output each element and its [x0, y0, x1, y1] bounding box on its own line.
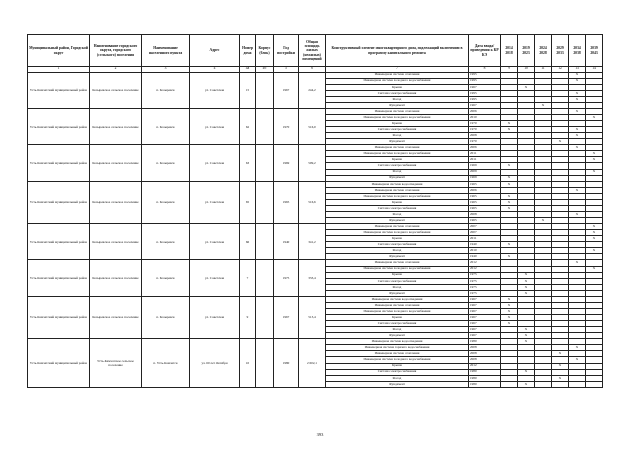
address-cell: ул. Советская — [190, 72, 240, 108]
header-cell: Адрес — [190, 35, 240, 67]
period-cell — [501, 381, 518, 387]
date-cell: 2007 — [469, 230, 501, 236]
area-cell: 2 602,1 — [299, 339, 326, 388]
date-cell: 1980 — [469, 381, 501, 387]
district-cell: Усть-Камчатский муниципальный район — [28, 339, 90, 388]
column-number: 13 — [569, 67, 586, 73]
mark-x: X — [575, 96, 579, 101]
header-cell: 2019 2023 — [518, 35, 535, 67]
mark-x: X — [575, 108, 579, 113]
column-number: 7 — [326, 67, 469, 73]
settlement-cell: Козыревское сельское поселение — [90, 145, 142, 181]
area-cell: 509,2 — [299, 145, 326, 181]
address-cell: ул. Советская — [190, 224, 240, 260]
area-cell: 516,6 — [299, 181, 326, 223]
element-cell: Инженерная система водоотведения — [326, 339, 469, 345]
element-cell: Крыша — [326, 84, 469, 90]
area-cell: 341,2 — [299, 224, 326, 260]
date-cell: 1975 — [469, 278, 501, 284]
date-cell: 2007 — [469, 224, 501, 230]
mark-x: X — [524, 84, 528, 89]
date-cell: 1967 — [469, 84, 501, 90]
block-cell — [256, 296, 274, 338]
mark-x: X — [541, 102, 545, 107]
element-cell: Фасад — [326, 133, 469, 139]
mark-x: X — [592, 157, 596, 162]
period-cell — [586, 381, 603, 387]
mark-x: X — [507, 126, 511, 131]
header-cell: 2029 2033 — [552, 35, 569, 67]
house-number-cell: 7 — [240, 260, 256, 296]
locality-cell: п. Козыревск — [142, 260, 190, 296]
mark-x: X — [575, 126, 579, 131]
district-cell: Усть-Камчатский муниципальный район — [28, 108, 90, 144]
column-number: 9 — [501, 67, 518, 73]
mark-x: X — [524, 272, 528, 277]
house-number-cell: 9 — [240, 296, 256, 338]
settlement-cell: Козыревское сельское поселение — [90, 296, 142, 338]
date-cell: 1967 — [469, 321, 501, 327]
date-cell: 1969 — [469, 163, 501, 169]
house-number-cell: 66 — [240, 224, 256, 260]
district-cell: Усть-Камчатский муниципальный район — [28, 260, 90, 296]
element-cell: Фасад — [326, 96, 469, 102]
element-cell: Крыша — [326, 315, 469, 321]
header-cell: Конструктивный элемент многоквартирного дома, подлежащий включению в программу капитального ремонта — [326, 35, 469, 67]
header-cell: Наименование населенного пункта — [142, 35, 190, 67]
element-cell: Фундамент — [326, 290, 469, 296]
element-cell: Инженерная система холодного водоснабжения — [326, 266, 469, 272]
mark-x: X — [507, 193, 511, 198]
mark-x: X — [524, 284, 528, 289]
date-cell: 2008 — [469, 351, 501, 357]
address-cell: ул. Советская — [190, 181, 240, 223]
date-cell: 2010 — [469, 114, 501, 120]
date-cell: 1965 — [469, 181, 501, 187]
date-cell: 2011 — [469, 236, 501, 242]
column-number: 5 — [274, 67, 299, 73]
element-cell: Инженерная система холодного водоснабжения — [326, 114, 469, 120]
element-cell: Фундамент — [326, 333, 469, 339]
build-year-cell: 1967 — [274, 72, 299, 108]
header-cell: 2039 2043 — [586, 35, 603, 67]
element-cell: Крыша — [326, 199, 469, 205]
date-cell: 1940 — [469, 242, 501, 248]
mark-x: X — [575, 260, 579, 265]
header-cell: Год постройки — [274, 35, 299, 67]
area-cell: 513,4 — [299, 296, 326, 338]
column-number: 11 — [535, 67, 552, 73]
date-cell: 2006 — [469, 145, 501, 151]
header-cell: Номер дома — [240, 35, 256, 67]
column-number: 1 — [28, 67, 90, 73]
mark-x: X — [575, 345, 579, 350]
date-cell: 2008 — [469, 133, 501, 139]
locality-cell: п. Козыревск — [142, 72, 190, 108]
district-cell: Усть-Камчатский муниципальный район — [28, 181, 90, 223]
build-year-cell: 1965 — [274, 181, 299, 223]
date-cell: 1970 — [469, 121, 501, 127]
date-cell: 1980 — [469, 339, 501, 345]
mark-x: X — [575, 357, 579, 362]
element-cell: Крыша — [326, 272, 469, 278]
element-cell: Система электроснабжения — [326, 278, 469, 284]
element-cell: Инженерная система отопления — [326, 302, 469, 308]
element-cell: Инженерная система холодного водоснабжения — [326, 308, 469, 314]
house-number-cell: 63 — [240, 145, 256, 181]
date-cell: 2011 — [469, 157, 501, 163]
date-cell: 2008 — [469, 345, 501, 351]
header-cell: Корпус (блок) — [256, 35, 274, 67]
mark-x: X — [507, 120, 511, 125]
mark-x: X — [575, 145, 579, 150]
area-cell: 333,4 — [299, 260, 326, 296]
mark-x: X — [592, 169, 596, 174]
date-cell: 1980 — [469, 369, 501, 375]
block-cell — [256, 181, 274, 223]
locality-cell: п. Козыревск — [142, 296, 190, 338]
build-year-cell: 1967 — [274, 296, 299, 338]
locality-cell: п. Усть-Камчатск — [142, 339, 190, 388]
block-cell — [256, 145, 274, 181]
column-number: 4б — [256, 67, 274, 73]
capital-repair-table — [27, 34, 603, 388]
element-cell: Система электроснабжения — [326, 242, 469, 248]
block-cell — [256, 339, 274, 388]
address-cell: ул. Советская — [190, 296, 240, 338]
header-cell: Общая площадь жилых (нежилых) помещений — [299, 35, 326, 67]
build-year-cell: 1969 — [274, 145, 299, 181]
settlement-cell: Усть-Камчатское сельское поселение — [90, 339, 142, 388]
element-cell: Инженерная система отопления — [326, 224, 469, 230]
column-number: 10 — [518, 67, 535, 73]
mark-x: X — [575, 72, 579, 77]
settlement-cell: Козыревское сельское поселение — [90, 224, 142, 260]
column-number: 4 — [190, 67, 240, 73]
date-cell: 1995 — [469, 90, 501, 96]
mark-x: X — [541, 217, 545, 222]
settlement-cell: Козыревское сельское поселение — [90, 260, 142, 296]
table-header-row — [28, 35, 603, 67]
element-cell: Инженерная система холодного водоснабжения — [326, 193, 469, 199]
element-cell: Инженерная система отопления — [326, 145, 469, 151]
date-cell: 1980 — [469, 375, 501, 381]
build-year-cell: 1940 — [274, 224, 299, 260]
element-cell: Фасад — [326, 169, 469, 175]
mark-x: X — [507, 163, 511, 168]
mark-x: X — [592, 223, 596, 228]
date-cell: 1967 — [469, 102, 501, 108]
date-cell: 2012 — [469, 363, 501, 369]
header-cell: 2034 2038 — [569, 35, 586, 67]
element-cell: Система электроснабжения — [326, 205, 469, 211]
area-cell: 244,2 — [299, 72, 326, 108]
element-cell: Фасад — [326, 327, 469, 333]
element-cell: Система электроснабжения — [326, 321, 469, 327]
date-cell: 1940 — [469, 254, 501, 260]
district-cell: Усть-Камчатский муниципальный район — [28, 145, 90, 181]
district-cell: Усть-Камчатский муниципальный район — [28, 224, 90, 260]
date-cell: 2008 — [469, 357, 501, 363]
build-year-cell: 1975 — [274, 260, 299, 296]
date-cell: 1965 — [469, 205, 501, 211]
mark-x: X — [558, 351, 562, 356]
element-cell: Инженерная система водоотведения — [326, 181, 469, 187]
block-cell — [256, 108, 274, 144]
header-cell: Дата ввода/проведения к КР КЭ — [469, 35, 501, 67]
date-cell: 1967 — [469, 327, 501, 333]
header-cell: Муниципальный район, Городской округ — [28, 35, 90, 67]
column-number: 4а — [240, 67, 256, 73]
date-cell: 2009 — [469, 169, 501, 175]
mark-x: X — [507, 308, 511, 313]
date-cell: 1995 — [469, 78, 501, 84]
element-cell: Инженерная система отопления — [326, 72, 469, 78]
block-cell — [256, 72, 274, 108]
column-number: 3 — [142, 67, 190, 73]
locality-cell: п. Козыревск — [142, 108, 190, 144]
element-cell: Фундамент — [326, 381, 469, 387]
date-cell: 2006 — [469, 187, 501, 193]
element-cell: Фасад — [326, 211, 469, 217]
element-cell: Фундамент — [326, 254, 469, 260]
date-cell: 1975 — [469, 284, 501, 290]
element-cell: Фасад — [326, 375, 469, 381]
mark-x: X — [507, 302, 511, 307]
house-number-cell: 65 — [240, 181, 256, 223]
element-cell: Фундамент — [326, 139, 469, 145]
mark-x: X — [592, 266, 596, 271]
date-cell: 2008 — [469, 211, 501, 217]
period-cell — [552, 381, 569, 387]
element-cell: Инженерная система отопления — [326, 187, 469, 193]
element-cell: Фасад — [326, 248, 469, 254]
element-cell: Инженерная система холодного водоснабжения — [326, 230, 469, 236]
date-cell: 1967 — [469, 315, 501, 321]
date-cell: 1965 — [469, 199, 501, 205]
build-year-cell: 1970 — [274, 108, 299, 144]
build-year-cell: 1980 — [274, 339, 299, 388]
mark-x: X — [592, 114, 596, 119]
mark-x: X — [524, 290, 528, 295]
mark-x: X — [507, 254, 511, 259]
mark-x: X — [507, 205, 511, 210]
element-cell: Инженерная система горячего водоснабжения — [326, 345, 469, 351]
date-cell: 1970 — [469, 127, 501, 133]
district-cell: Усть-Камчатский муниципальный район — [28, 296, 90, 338]
mark-x: X — [507, 320, 511, 325]
mark-x: X — [524, 381, 528, 386]
mark-x: X — [575, 133, 579, 137]
settlement-cell: Козыревское сельское поселение — [90, 72, 142, 108]
element-cell: Крыша — [326, 236, 469, 242]
column-number: 14 — [586, 67, 603, 73]
date-cell: 1995 — [469, 72, 501, 78]
mark-x: X — [575, 211, 579, 216]
mark-x: X — [507, 181, 511, 186]
locality-cell: п. Козыревск — [142, 145, 190, 181]
mark-x: X — [558, 363, 562, 368]
mark-x: X — [524, 327, 528, 331]
element-cell: Фундамент — [326, 102, 469, 108]
mark-x: X — [592, 248, 596, 253]
element-cell: Инженерная система холодного водоснабжения — [326, 151, 469, 157]
element-cell: Крыша — [326, 157, 469, 163]
block-cell — [256, 260, 274, 296]
mark-x: X — [507, 199, 511, 204]
date-cell: 1970 — [469, 139, 501, 145]
house-number-cell: 10 — [240, 339, 256, 388]
header-cell: 2014 2018 — [501, 35, 518, 67]
mark-x: X — [507, 296, 511, 301]
locality-cell: п. Козыревск — [142, 181, 190, 223]
header-cell: Наименование городского округа, городского (сельского) поселения — [90, 35, 142, 67]
mark-x: X — [558, 139, 562, 144]
element-cell: Система электроснабжения — [326, 163, 469, 169]
mark-x: X — [575, 187, 579, 192]
element-cell: Крыша — [326, 363, 469, 369]
date-cell: 1967 — [469, 308, 501, 314]
date-cell: 1967 — [469, 302, 501, 308]
element-cell: Инженерная система холодного водоснабжения — [326, 78, 469, 84]
element-cell: Система электроснабжения — [326, 90, 469, 96]
date-cell: 1975 — [469, 272, 501, 278]
settlement-cell: Козыревское сельское поселение — [90, 181, 142, 223]
address-cell: ул. Советская — [190, 145, 240, 181]
mark-x: X — [507, 314, 511, 319]
block-cell — [256, 224, 274, 260]
date-cell: 2012 — [469, 260, 501, 266]
address-cell: ул. Советская — [190, 260, 240, 296]
date-cell: 1967 — [469, 296, 501, 302]
mark-x: X — [524, 339, 528, 344]
element-cell: Фундамент — [326, 218, 469, 224]
house-number-cell: 15 — [240, 72, 256, 108]
address-cell: ул. Советская — [190, 108, 240, 144]
house-number-cell: 62 — [240, 108, 256, 144]
date-cell: 1965 — [469, 193, 501, 199]
table-body — [28, 72, 603, 387]
element-cell: Инженерная система водоотведения — [326, 296, 469, 302]
element-cell: Система электроснабжения — [326, 127, 469, 133]
column-number: 6 — [299, 67, 326, 73]
district-cell: Усть-Камчатский муниципальный район — [28, 72, 90, 108]
element-cell: Инженерная система отопления — [326, 351, 469, 357]
mark-x: X — [592, 236, 596, 241]
settlement-cell: Козыревское сельское поселение — [90, 108, 142, 144]
address-cell: ул. 60 лет Октября — [190, 339, 240, 388]
mark-x: X — [592, 230, 596, 234]
period-cell — [518, 381, 535, 387]
mark-x: X — [575, 78, 579, 83]
mark-x: X — [524, 369, 528, 374]
element-cell: Крыша — [326, 121, 469, 127]
element-cell: Инженерная система отопления — [326, 260, 469, 266]
element-cell: Система электроснабжения — [326, 369, 469, 375]
period-cell — [569, 381, 586, 387]
column-number: 8 — [469, 67, 501, 73]
mark-x: X — [524, 278, 528, 283]
locality-cell: п. Козыревск — [142, 224, 190, 260]
element-cell: Фасад — [326, 284, 469, 290]
date-cell: 2010 — [469, 248, 501, 254]
date-cell: 2011 — [469, 151, 501, 157]
date-cell: 1967 — [469, 333, 501, 339]
period-cell — [535, 381, 552, 387]
area-cell: 516,0 — [299, 108, 326, 144]
date-cell: 1975 — [469, 290, 501, 296]
date-cell: 1969 — [469, 175, 501, 181]
mark-x: X — [575, 90, 579, 95]
element-cell: Фундамент — [326, 175, 469, 181]
mark-x: X — [524, 333, 528, 338]
column-number: 2 — [90, 67, 142, 73]
element-cell: Инженерная система отопления — [326, 108, 469, 114]
element-cell: Инженерная система холодного водоснабжения — [326, 357, 469, 363]
date-cell: 2012 — [469, 266, 501, 272]
page-number: 393 — [316, 432, 324, 437]
mark-x: X — [507, 175, 511, 180]
date-cell: 1965 — [469, 218, 501, 224]
header-cell: 2024 2028 — [535, 35, 552, 67]
mark-x: X — [592, 151, 596, 156]
column-number: 12 — [552, 67, 569, 73]
mark-x: X — [558, 375, 562, 380]
date-cell: 1995 — [469, 96, 501, 102]
mark-x: X — [507, 242, 511, 247]
date-cell: 2006 — [469, 108, 501, 114]
